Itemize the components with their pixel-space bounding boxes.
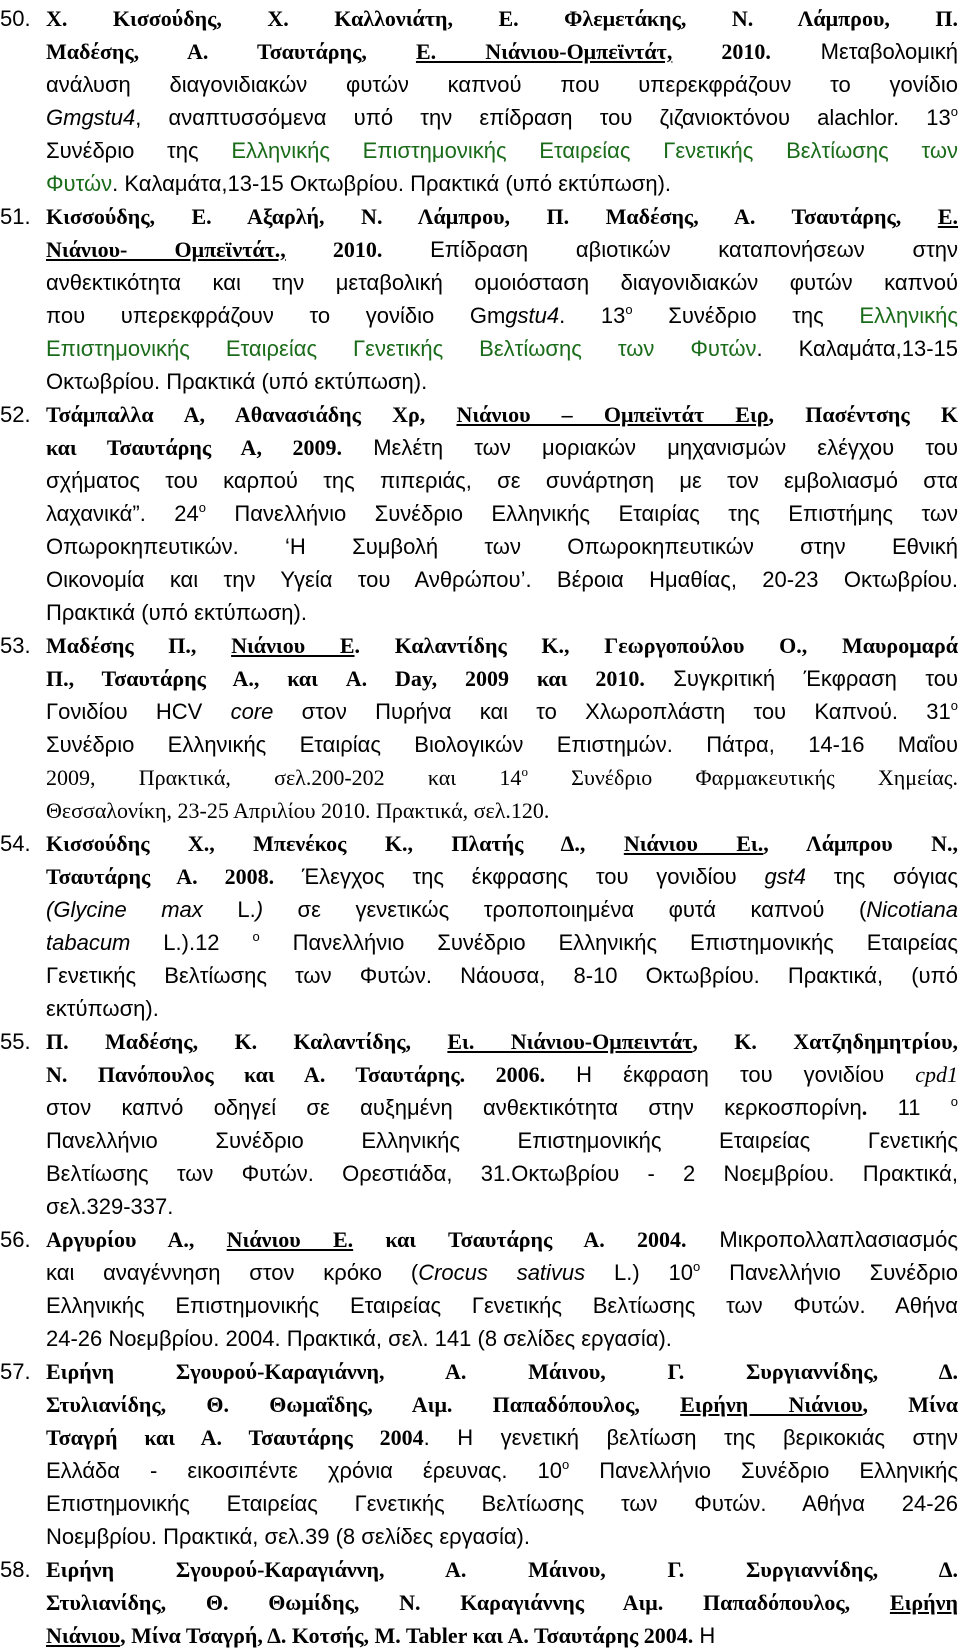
- reference-line: [46, 1157, 958, 1190]
- text-run: Ε.: [937, 204, 958, 229]
- reference-line: [46, 464, 958, 497]
- text-run: Γενετικής Βελτίωσης των Φυτών. Νάουσα, 8-10 Οκτωβρίου. Πρακτικά, (υπό: [46, 963, 958, 988]
- text-run: Ειρήνη: [889, 1590, 958, 1615]
- reference-line: [46, 1058, 958, 1091]
- reference-line: [46, 35, 958, 68]
- text-run: στον Πυρήνα και το Χλωροπλάστη του Καπνού. 31: [273, 699, 951, 724]
- text-run: Οικονομία και την Υγεία του Ανθρώπου’. Βέροια Ημαθίας, 20-23 Οκτωβρίου.: [46, 567, 958, 592]
- text-run: Νιάνιου: [46, 1623, 121, 1648]
- text-run: ο: [562, 1457, 570, 1472]
- text-run: Μεταβολομική: [770, 39, 958, 64]
- text-run: ο: [950, 1094, 958, 1109]
- text-run: Ειρήνη Σγουρού-Καραγιάννη, Α. Μάινου, Γ. Συργιαννίδης, Δ.: [46, 1557, 958, 1582]
- reference-number: 51.: [0, 204, 31, 229]
- text-run: Μαδέσης, Α. Τσαυτάρης,: [46, 39, 416, 64]
- text-run: Η: [693, 1623, 716, 1648]
- text-run: , Μίνα: [862, 1392, 958, 1417]
- text-run: Μαδέσης Π.,: [46, 633, 232, 658]
- text-run: Συνέδριο της: [46, 138, 232, 163]
- text-run: Τσαγρή και Α. Τσαυτάρης 2004: [46, 1425, 424, 1450]
- text-run: , Μίνα Τσαγρή, Δ. Κοτσής, M. Tabler και Α. Τσαυτάρης 2004.: [120, 1623, 694, 1648]
- text-run: Gmgstu4: [46, 105, 136, 130]
- reference-line: [46, 860, 958, 893]
- reference-line: [46, 1454, 958, 1487]
- text-run: Οκτωβρίου. Πρακτικά (υπό εκτύπωση).: [46, 369, 428, 394]
- reference-line: [46, 167, 958, 200]
- text-run: Συγκριτική Έκφραση του: [644, 666, 958, 691]
- text-run: εκτύπωση).: [46, 996, 159, 1021]
- text-run: Τσαυτάρης Α. 2008.: [46, 864, 275, 889]
- text-run: ο: [950, 104, 958, 119]
- reference-line: [46, 761, 958, 794]
- reference-number: 55.: [0, 1029, 31, 1054]
- text-run: Έλεγχος της έκφρασης του γονιδίου: [274, 864, 765, 889]
- reference-line: [46, 596, 958, 629]
- text-run: Π., Τσαυτάρης Α., και A. Day, 2009 και 2010.: [46, 666, 645, 691]
- text-run: , Λάμπρου Ν.,: [763, 831, 958, 856]
- text-run: Στυλιανίδης, Θ. Θωμίδης, Ν. Καραγιάννης Αιμ. Παπαδόπουλος,: [46, 1590, 890, 1615]
- text-run: Crocus sativus: [418, 1260, 586, 1285]
- reference-line: [46, 1487, 958, 1520]
- reference-line: [46, 1355, 958, 1388]
- reference-line: [46, 332, 958, 365]
- reference-line: [46, 431, 958, 464]
- text-run: Πανελλήνιο Συνέδριο Ελληνικής Επιστημονικής Εταιρείας: [259, 930, 958, 955]
- reference-line: [46, 68, 958, 101]
- text-run: Επιστημονικής Εταιρείας Γενετικής Βελτίωσης των Φυτών: [46, 336, 757, 361]
- text-run: 2010.: [672, 39, 771, 64]
- text-run: ο: [252, 929, 260, 944]
- text-run: 24-26 Νοεμβρίου. 2004. Πρακτικά, σελ. 141 (8 σελίδες εργασία).: [46, 1326, 672, 1351]
- reference-line: [46, 398, 958, 431]
- text-run: Ελληνικής: [859, 303, 958, 328]
- text-run: . Καλαμάτα,13-15: [756, 336, 958, 361]
- reference-number: 52.: [0, 402, 31, 427]
- text-run: cpd1: [915, 1062, 958, 1087]
- text-run: και Τσαυτάρης Α. 2004.: [353, 1227, 687, 1252]
- text-run: Ε. Νιάνιου-Ομπεϊντάτ,: [415, 39, 673, 64]
- text-run: σχήματος του καρπού της πιπεριάς, σε συνάρτηση με τον εμβολιασμό στα: [46, 468, 958, 493]
- text-run: 11: [867, 1095, 951, 1120]
- reference-number: 56.: [0, 1227, 31, 1252]
- reference-line: [46, 662, 958, 695]
- text-run: Πανελλήνιο Συνέδριο Ελληνικής: [569, 1458, 958, 1483]
- text-run: και Τσαυτάρης Α, 2009.: [46, 435, 343, 460]
- text-run: Νιάνιου- Ομπεϊντάτ.,: [46, 237, 286, 262]
- text-run: , αναπτυσσόμενα υπό την επίδραση του ζιζανιοκτόνου alachlor. 13: [135, 105, 951, 130]
- text-run: L.: [202, 897, 256, 922]
- text-run: . Καλαντίδης Κ., Γεωργοπούλου Ο., Μαυρομαρά: [354, 633, 958, 658]
- reference-line: [46, 266, 958, 299]
- text-run: 2010.: [285, 237, 383, 262]
- reference-line: [46, 1124, 958, 1157]
- reference-line: [46, 1322, 958, 1355]
- text-run: ανάλυση διαγονιδιακών φυτών καπνού που υπερεκφράζουν το γονίδιο: [46, 72, 958, 97]
- text-run: ): [255, 897, 264, 922]
- text-run: 2009, Πρακτικά, σελ.200-202 και 14: [46, 765, 522, 790]
- text-run: που υπερεκφράζουν το γονίδιο Gm: [46, 303, 506, 328]
- text-run: ο: [198, 500, 206, 515]
- text-run: Ει. Νιάνιου-Ομπειντάτ: [447, 1029, 693, 1054]
- text-run: L.) 10: [585, 1260, 693, 1285]
- text-run: και αναγέννηση στον κρόκο (: [46, 1260, 419, 1285]
- reference-line: [46, 926, 958, 959]
- text-run: Πανελλήνιο Συνέδριο Ελληνικής Επιστημονικής Εταιρείας Γενετικής: [46, 1128, 958, 1153]
- text-run: Ειρήνη Νιάνιου: [680, 1392, 863, 1417]
- text-run: σε γενετικώς τροποποιημένα φυτά καπνού (: [263, 897, 867, 922]
- text-run: Αργυρίου Α.,: [46, 1227, 227, 1252]
- text-run: ο: [521, 764, 528, 779]
- reference-line: [46, 794, 958, 827]
- text-run: Ν. Πανόπουλος και Α. Τσαυτάρης. 2006.: [46, 1062, 546, 1087]
- reference-number: 53.: [0, 633, 31, 658]
- reference-line: [46, 1025, 958, 1058]
- reference-line: [46, 101, 958, 134]
- text-run: Nicotiana: [866, 897, 958, 922]
- reference-line: [46, 1553, 958, 1586]
- text-run: Πανελλήνιο Συνέδριο Ελληνικής Εταιρίας της Επιστήμης των: [205, 501, 958, 526]
- reference-line: [46, 695, 958, 728]
- reference-line: [46, 563, 958, 596]
- reference-line: [46, 1421, 958, 1454]
- reference-line: [46, 1388, 958, 1421]
- text-run: (Glycine max: [46, 897, 203, 922]
- text-run: Ελληνικής Επιστημονικής Εταιρείας Γενετικής Βελτίωσης των: [231, 138, 958, 163]
- text-run: Ελλάδα - εικοσιπέντε χρόνια έρευνας. 10: [46, 1458, 562, 1483]
- reference-line: [46, 1223, 958, 1256]
- text-run: core: [230, 699, 274, 724]
- reference-line: [46, 1190, 958, 1223]
- text-run: gstu4: [505, 303, 560, 328]
- reference-line: [46, 893, 958, 926]
- text-run: Η έκφραση του γονιδίου: [545, 1062, 916, 1087]
- text-run: .: [861, 1095, 868, 1120]
- text-run: λαχανικά”. 24: [46, 501, 199, 526]
- reference-number: 57.: [0, 1359, 31, 1384]
- reference-line: [46, 959, 958, 992]
- reference-line: [46, 1256, 958, 1289]
- text-run: Νιάνιου Ε: [231, 633, 355, 658]
- reference-line: [46, 629, 958, 662]
- text-run: Νιάνιου – Ομπεϊντάτ Ειρ: [456, 402, 769, 427]
- text-run: gst4: [764, 864, 807, 889]
- reference-line: [46, 1586, 958, 1619]
- reference-line: [46, 365, 958, 398]
- text-run: . 13: [559, 303, 626, 328]
- text-run: Κισσούδης Χ., Μπενέκος Κ., Πλατής Δ.,: [46, 831, 624, 856]
- reference-line: [46, 134, 958, 167]
- text-run: Πρακτικά (υπό εκτύπωση).: [46, 600, 307, 625]
- reference-number: 58.: [0, 1557, 31, 1582]
- reference-line: [46, 2, 958, 35]
- reference-line: [46, 299, 958, 332]
- reference-line: [46, 530, 958, 563]
- text-run: Επίδραση αβιοτικών καταπονήσεων στην: [382, 237, 958, 262]
- text-run: Μικροπολλαπλασιασμός: [686, 1227, 958, 1252]
- text-run: Θεσσαλονίκη, 23-25 Απριλίου 2010. Πρακτικά, σελ.120.: [46, 798, 550, 823]
- reference-line: [46, 233, 958, 266]
- text-run: Τσάμπαλλα Α, Αθανασιάδης Χρ,: [46, 402, 457, 427]
- text-run: tabacum: [46, 930, 131, 955]
- text-run: Συνέδριο της: [632, 303, 860, 328]
- text-run: Π. Μαδέσης, Κ. Καλαντίδης,: [46, 1029, 448, 1054]
- text-run: ο: [625, 302, 633, 317]
- text-run: στον καπνό οδηγεί σε αυξημένη ανθεκτικότητα στην κερκοσπορίνη: [46, 1095, 862, 1120]
- reference-number: 54.: [0, 831, 31, 856]
- reference-line: [46, 1619, 958, 1652]
- text-run: Κισσούδης, Ε. Αξαρλή, Ν. Λάμπρου, Π. Μαδέσης, Α. Τσαυτάρης,: [46, 204, 938, 229]
- text-run: , Πασέντσης Κ: [768, 402, 958, 427]
- text-run: , Κ. Χατζηδημητρίου,: [692, 1029, 958, 1054]
- text-run: ο: [693, 1259, 701, 1274]
- text-run: L.).12: [130, 930, 253, 955]
- text-run: Γονιδίου HCV: [46, 699, 231, 724]
- text-run: Νοεμβρίου. Πρακτικά, σελ.39 (8 σελίδες εργασία).: [46, 1524, 530, 1549]
- reference-line: [46, 497, 958, 530]
- text-run: Συνέδριο Ελληνικής Εταιρίας Βιολογικών Επιστημών. Πάτρα, 14-16 Μαΐου: [46, 732, 958, 757]
- text-run: Ειρήνη Σγουρού-Καραγιάννη, Α. Μάινου, Γ. Συργιαννίδης, Δ.: [46, 1359, 958, 1384]
- reference-line: [46, 1289, 958, 1322]
- reference-line: [46, 1091, 958, 1124]
- text-run: Στυλιανίδης, Θ. Θωμαΐδης, Αιμ. Παπαδόπουλος,: [46, 1392, 681, 1417]
- text-run: Μελέτη των μοριακών μηχανισμών ελέγχου του: [342, 435, 958, 460]
- text-run: ανθεκτικότητα και την μεταβολική ομοιόσταση διαγονιδιακών φυτών καπνού: [46, 270, 958, 295]
- text-run: . Η γενετική βελτίωση της βερικοκιάς στην: [423, 1425, 958, 1450]
- reference-line: [46, 827, 958, 860]
- reference-line: [46, 728, 958, 761]
- reference-number: 50.: [0, 6, 31, 31]
- text-run: Συνέδριο Φαρμακευτικής Χημείας.: [527, 765, 958, 790]
- text-run: Χ. Κισσούδης, Χ. Καλλονιάτη, Ε. Φλεμετάκης, Ν. Λάμπρου, Π.: [46, 6, 958, 31]
- text-run: σελ.329-337.: [46, 1194, 174, 1219]
- text-run: ο: [950, 698, 958, 713]
- reference-line: [46, 992, 958, 1025]
- text-run: Επιστημονικής Εταιρείας Γενετικής Βελτίωσης των Φυτών. Αθήνα 24-26: [46, 1491, 958, 1516]
- text-run: Νιάνιου Ει.: [623, 831, 764, 856]
- text-run: Οπωροκηπευτικών. ‘Η Συμβολή των Οπωροκηπευτικών στην Εθνική: [46, 534, 958, 559]
- text-run: Βελτίωσης των Φυτών. Ορεστιάδα, 31.Οκτωβρίου - 2 Νοεμβρίου. Πρακτικά,: [46, 1161, 958, 1186]
- reference-line: [46, 1520, 958, 1553]
- text-run: Νιάνιου Ε.: [226, 1227, 354, 1252]
- text-run: της σόγιας: [806, 864, 958, 889]
- reference-line: [46, 200, 958, 233]
- text-run: . Καλαμάτα,13-15 Οκτωβρίου. Πρακτικά (υπό εκτύπωση).: [112, 171, 672, 196]
- text-run: Ελληνικής Επιστημονικής Εταιρείας Γενετικής Βελτίωσης των Φυτών. Αθήνα: [46, 1293, 958, 1318]
- text-run: Φυτών: [46, 171, 113, 196]
- text-run: Πανελλήνιο Συνέδριο: [700, 1260, 958, 1285]
